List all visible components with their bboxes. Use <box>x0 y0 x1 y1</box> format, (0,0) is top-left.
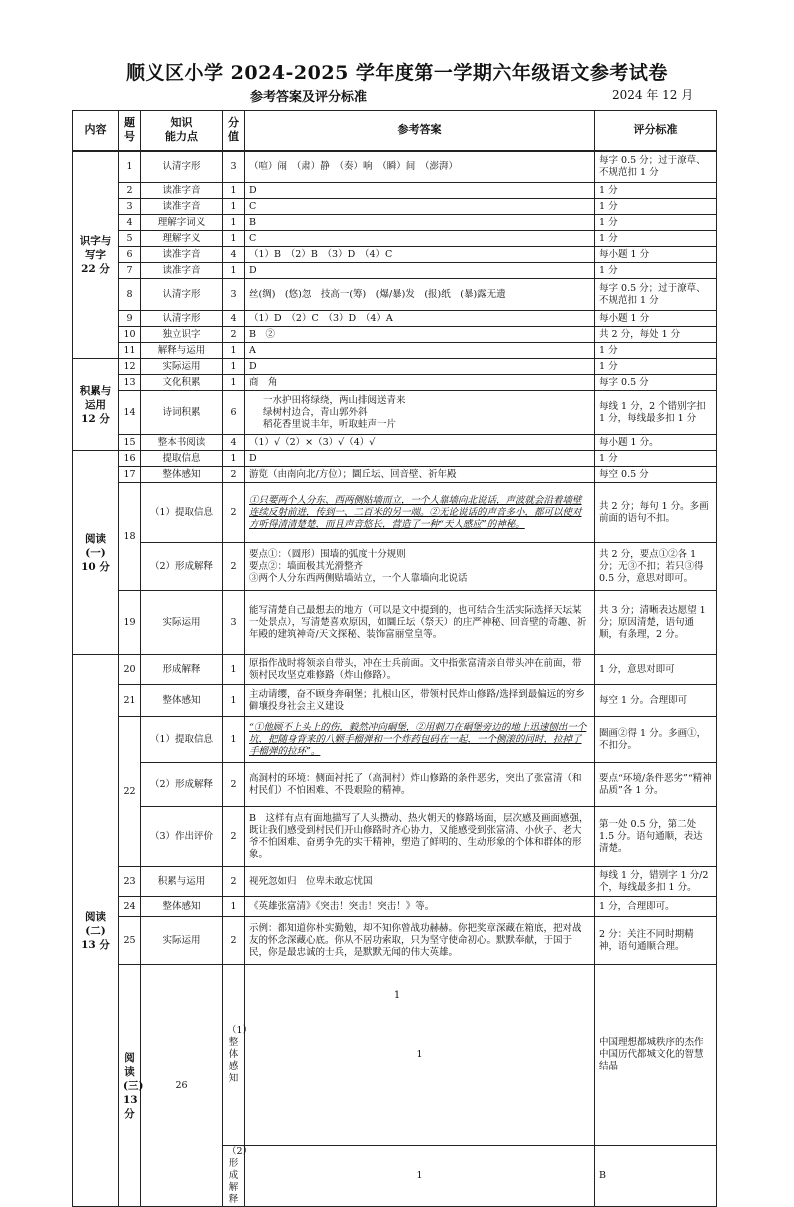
q-ability: （1）提取信息 <box>141 483 223 543</box>
q-answer: D <box>245 183 595 199</box>
q-criteria: 每字 0.5 分；过于潦草、不规范扣 1 分 <box>595 279 717 311</box>
q-score: 1 <box>245 1146 595 1207</box>
q-criteria: 要点“环境/条件恶劣”“精神品质”各 1 分。 <box>595 763 717 807</box>
q-num: 15 <box>119 435 141 451</box>
table-row <box>73 435 717 451</box>
q-criteria: 1 分 <box>595 183 717 199</box>
table-row <box>73 391 717 435</box>
q-criteria: 每小题 1 分 <box>595 311 717 327</box>
q-criteria: 1 分 <box>595 215 717 231</box>
q-score: 2 <box>223 807 245 867</box>
table-row <box>73 591 717 655</box>
table-row <box>73 327 717 343</box>
table-header <box>73 111 717 151</box>
table-row <box>73 717 717 763</box>
q-ability: 积累与运用 <box>141 867 223 897</box>
q-answer: 示例：都知道你朴实勤勉，却不知你曾战功赫赫。你把奖章深藏在箱底，把对战友的怀念深藏心底。你从不居功索取，只为坚守使命初心。默默奉献，于国于民，你是最忠诚的士兵，是默默无闻的伟大英雄。 <box>245 917 595 965</box>
q-num: 1 <box>119 151 141 183</box>
q-ability: （2）形成解释 <box>141 543 223 591</box>
page-title: 顺义区小学 2024-2025 学年度第一学期六年级语文参考试卷 <box>126 62 668 84</box>
q-score: 2 <box>223 917 245 965</box>
q-score: 2 <box>223 327 245 343</box>
q-ability: 读准字音 <box>141 183 223 199</box>
q-num: 25 <box>119 917 141 965</box>
q-criteria: 每线 1 分，错别字 1 分/2 个，每线最多扣 1 分。 <box>595 867 717 897</box>
section-literacy: 识字与 写字 22 分 <box>73 151 119 359</box>
q-ability: 形成解释 <box>141 655 223 685</box>
q-criteria: 1 分 <box>595 359 717 375</box>
table-row <box>73 199 717 215</box>
table-row <box>73 897 717 917</box>
table-row <box>73 247 717 263</box>
table-row <box>73 451 717 467</box>
q-answer: 中国理想都城秩序的杰作 中国历代都城文化的智慧结晶 <box>595 965 717 1146</box>
q-score: 1 <box>223 717 245 763</box>
q-ability: （1）提取信息 <box>141 717 223 763</box>
table-row <box>73 343 717 359</box>
section-reading-3: 阅读 (三) 13 分 <box>119 965 141 1207</box>
q-ability: 实际运用 <box>141 359 223 375</box>
table-row <box>73 263 717 279</box>
q-ability: 整本书阅读 <box>141 435 223 451</box>
q-answer: 主动请缨，奋不顾身奔硐堡；扎根山区，带领村民炸山修路/选择到最偏远的穷乡僻壤投身社会主义建设 <box>245 685 595 717</box>
q-ability: （3）作出评价 <box>141 807 223 867</box>
table-row <box>73 483 717 543</box>
q-score: 1 <box>223 685 245 717</box>
q-num: 2 <box>119 183 141 199</box>
q-score: 1 <box>223 343 245 359</box>
q-score: 4 <box>223 311 245 327</box>
section-accumulation: 积累与 运用 12 分 <box>73 359 119 451</box>
col-score: 分 值 <box>223 111 245 151</box>
q-criteria: 共 3 分；清晰表达愿望 1 分；原因清楚，语句通顺，有条理，2 分。 <box>595 591 717 655</box>
section-reading-1: 阅读 (一) 10 分 <box>73 451 119 655</box>
q-num: 9 <box>119 311 141 327</box>
table-row <box>73 763 717 807</box>
q-answer: （1）B （2）B （3）D （4）C <box>245 247 595 263</box>
q-answer: C <box>245 199 595 215</box>
q-ability: （2）形成解释 <box>223 1146 245 1207</box>
q-ability: 读准字音 <box>141 263 223 279</box>
q-score: 2 <box>223 763 245 807</box>
table-row <box>73 231 717 247</box>
q-score: 3 <box>223 151 245 183</box>
q-num: 20 <box>119 655 141 685</box>
q-criteria: 每小题 1 分 <box>595 247 717 263</box>
q-score: 1 <box>223 655 245 685</box>
q-answer: 高洞村的环境：侧面衬托了（高洞村）炸山修路的条件恶劣，突出了张富清（和村民们）不怕困难、不畏艰险的精神。 <box>245 763 595 807</box>
q-score: 1 <box>223 215 245 231</box>
q-ability: 实际运用 <box>141 591 223 655</box>
q-ability: 整体感知 <box>141 467 223 483</box>
table-row <box>73 655 717 685</box>
table-row <box>73 151 717 183</box>
q-ability: 认清字形 <box>141 279 223 311</box>
q-score: 1 <box>223 375 245 391</box>
q-score: 6 <box>223 391 245 435</box>
table-row <box>73 867 717 897</box>
q-answer: 《英雄张富清》《突击！突击！突击！》等。 <box>245 897 595 917</box>
q-answer: （喧）闹 （肃）静 （奏）响 （瞬）间 （澎湃） <box>245 151 595 183</box>
q-score: 1 <box>223 183 245 199</box>
q-score: 3 <box>223 279 245 311</box>
q-num: 5 <box>119 231 141 247</box>
q-num: 22 <box>119 717 141 867</box>
table-row <box>73 279 717 311</box>
q-answer: 原指作战时将领亲自带头，冲在士兵前面。文中指张富清亲自带头冲在前面，带领村民攻坚克难修路（炸山修路）。 <box>245 655 595 685</box>
q-criteria: 第一处 0.5 分，第二处 1.5 分。语句通顺，表达清楚。 <box>595 807 717 867</box>
q-num: 24 <box>119 897 141 917</box>
q-score: 2 <box>223 543 245 591</box>
col-qnum: 题 号 <box>119 111 141 151</box>
q-num: 23 <box>119 867 141 897</box>
q-answer: （1）√（2）×（3）√（4）√ <box>245 435 595 451</box>
q-num: 13 <box>119 375 141 391</box>
q-num: 21 <box>119 685 141 717</box>
q-criteria: 2 分：关注不同时期精神，语句通顺合理。 <box>595 917 717 965</box>
q-answer: 要点①：（圆形）围墙的弧度十分规则 要点②：墙面极其光滑整齐 ③两个人分东西两侧贴墙站立，一个人靠墙向北说话 <box>245 543 595 591</box>
q-answer: D <box>245 263 595 279</box>
q-criteria: 1 分 <box>595 263 717 279</box>
q-answer: （1）D （2）C （3）D （4）A <box>245 311 595 327</box>
table-row <box>73 807 717 867</box>
q-ability: 诗词积累 <box>141 391 223 435</box>
table-row <box>73 215 717 231</box>
q-ability: 理解字义 <box>141 231 223 247</box>
q-ability: 整体感知 <box>141 897 223 917</box>
q-ability: 认清字形 <box>141 151 223 183</box>
table-row <box>73 311 717 327</box>
q-answer: 商 角 <box>245 375 595 391</box>
q-answer: ①只要两个人分东、西两侧贴墙而立，一个人靠墙向北说话，声波就会沿着墙壁连续反射前进，传到一、二百米的另一端。②无论说话的声音多小，都可以使对方听得清清楚楚，而且声音悠长，营造了一种“天人感应”的神秘。 <box>245 483 595 543</box>
q-answer: A <box>245 343 595 359</box>
q-ability: （1）整体感知 <box>223 965 245 1146</box>
q-criteria: 1 分 <box>595 199 717 215</box>
q-criteria: 每小题 1 分。 <box>595 435 717 451</box>
q-score: 1 <box>223 231 245 247</box>
q-score: 4 <box>223 247 245 263</box>
q-score: 1 <box>223 359 245 375</box>
q-criteria: 1 分，意思对即可 <box>595 655 717 685</box>
q-score: 2 <box>223 483 245 543</box>
q-num: 11 <box>119 343 141 359</box>
q-ability: 整体感知 <box>141 685 223 717</box>
col-criteria: 评分标准 <box>595 111 717 151</box>
q-criteria: 共 2 分，要点①②各 1 分；无③不扣；若只③得 0.5 分，意思对即可。 <box>595 543 717 591</box>
q-ability: 独立识字 <box>141 327 223 343</box>
page-subtitle: 参考答案及评分标准 <box>250 90 368 105</box>
q-answer: C <box>245 231 595 247</box>
q-answer: 视死忽如归 位卑未敢忘忧国 <box>245 867 595 897</box>
q-score: 1 <box>245 965 595 1146</box>
table-row <box>73 183 717 199</box>
q-criteria: 每字 0.5 分 <box>595 375 717 391</box>
q-ability: 解释与运用 <box>141 343 223 359</box>
q-num: 16 <box>119 451 141 467</box>
q-answer: B <box>245 215 595 231</box>
q-criteria: 每空 1 分。合理即可 <box>595 685 717 717</box>
q-num: 12 <box>119 359 141 375</box>
q-answer: 丝(绸) (悠)忽 技高一(筹) (爆/暴)发 (报)纸 (暴)露无遗 <box>245 279 595 311</box>
q-criteria: 每线 1 分，2 个错别字扣 1 分，每线最多扣 1 分 <box>595 391 717 435</box>
q-num: 3 <box>119 199 141 215</box>
q-score: 1 <box>223 199 245 215</box>
q-answer: B <box>595 1146 717 1207</box>
q-score: 3 <box>223 591 245 655</box>
q-criteria: 每空 0.5 分 <box>595 467 717 483</box>
q-criteria: 圈画②得 1 分。多画①，不扣分。 <box>595 717 717 763</box>
q-criteria: 1 分 <box>595 231 717 247</box>
q-ability: 实际运用 <box>141 917 223 965</box>
q-criteria: 1 分 <box>595 343 717 359</box>
col-answer: 参考答案 <box>245 111 595 151</box>
q-num: 8 <box>119 279 141 311</box>
q-answer: 游览（由南向北/方位）；圜丘坛、回音壁、祈年殿 <box>245 467 595 483</box>
q-score: 2 <box>223 867 245 897</box>
q-ability: 理解字词义 <box>141 215 223 231</box>
q-answer: D <box>245 359 595 375</box>
q-criteria: 每字 0.5 分；过于潦草、不规范扣 1 分 <box>595 151 717 183</box>
q-criteria: 1 分，合理即可。 <box>595 897 717 917</box>
answer-table <box>72 110 717 1207</box>
q-num: 18 <box>119 483 141 591</box>
q-answer: 能写清楚自己最想去的地方（可以是文中提到的，也可结合生活实际选择天坛某一处景点），写清楚喜欢原因，如圜丘坛（祭天）的庄严神秘、回音壁的奇趣、祈年殿的建筑神奇/天文探秘、装饰富丽堂皇等。 <box>245 591 595 655</box>
table-row <box>73 359 717 375</box>
q-ability: 读准字音 <box>141 247 223 263</box>
q-score: 1 <box>223 451 245 467</box>
q-num: 19 <box>119 591 141 655</box>
q-num: 6 <box>119 247 141 263</box>
q-ability: 认清字形 <box>141 311 223 327</box>
q-answer: B 这样有点有面地描写了人头攒动、热火朝天的修路场面，层次感及画面感强，既让我们感受到村民们开山修路时齐心协力，又能感受到张富清、小伙子、老大爷不怕困难、奋勇争先的实干精神，塑造了鲜明的、生动形象的个体和群体的形象。 <box>245 807 595 867</box>
q-answer: 一水护田将绿绕，两山排闼送青来 绿树村边合，青山郭外斜 稻花香里说丰年，听取蛙声一片 <box>245 391 595 435</box>
q-criteria: 1 分 <box>595 451 717 467</box>
q-ability: 文化积累 <box>141 375 223 391</box>
q-answer: B ② <box>245 327 595 343</box>
q-score: 2 <box>223 467 245 483</box>
q-criteria: 共 2 分；每句 1 分。多画前面的语句不扣。 <box>595 483 717 543</box>
q-answer: D <box>245 451 595 467</box>
table-row <box>73 685 717 717</box>
col-ability: 知识 能力点 <box>141 111 223 151</box>
col-content: 内容 <box>73 111 119 151</box>
q-ability: 提取信息 <box>141 451 223 467</box>
q-ability: 读准字音 <box>141 199 223 215</box>
page-number: 1 <box>393 990 401 1001</box>
q-answer: “①他顾不上头上的伤，毅然冲向硐堡，②用刺刀在硐堡旁边的地上迅速刨出一个坑，把随身背来的八颗手榴弹和一个炸药包码在一起，一个侧滚的同时，拉掉了手榴弹的拉环”。 <box>245 717 595 763</box>
date: 2024 年 12 月 <box>612 88 694 102</box>
q-num: 7 <box>119 263 141 279</box>
q-ability: （2）形成解释 <box>141 763 223 807</box>
table-row <box>73 917 717 965</box>
q-num: 17 <box>119 467 141 483</box>
table-row <box>73 543 717 591</box>
q-score: 1 <box>223 263 245 279</box>
q-score: 4 <box>223 435 245 451</box>
q-num: 26 <box>141 965 223 1207</box>
q-criteria: 共 2 分，每处 1 分 <box>595 327 717 343</box>
table-row <box>73 467 717 483</box>
q-num: 14 <box>119 391 141 435</box>
table-row <box>73 375 717 391</box>
q-num: 4 <box>119 215 141 231</box>
q-num: 10 <box>119 327 141 343</box>
section-reading-2: 阅读 (二) 13 分 <box>73 655 119 1207</box>
q-score: 1 <box>223 897 245 917</box>
